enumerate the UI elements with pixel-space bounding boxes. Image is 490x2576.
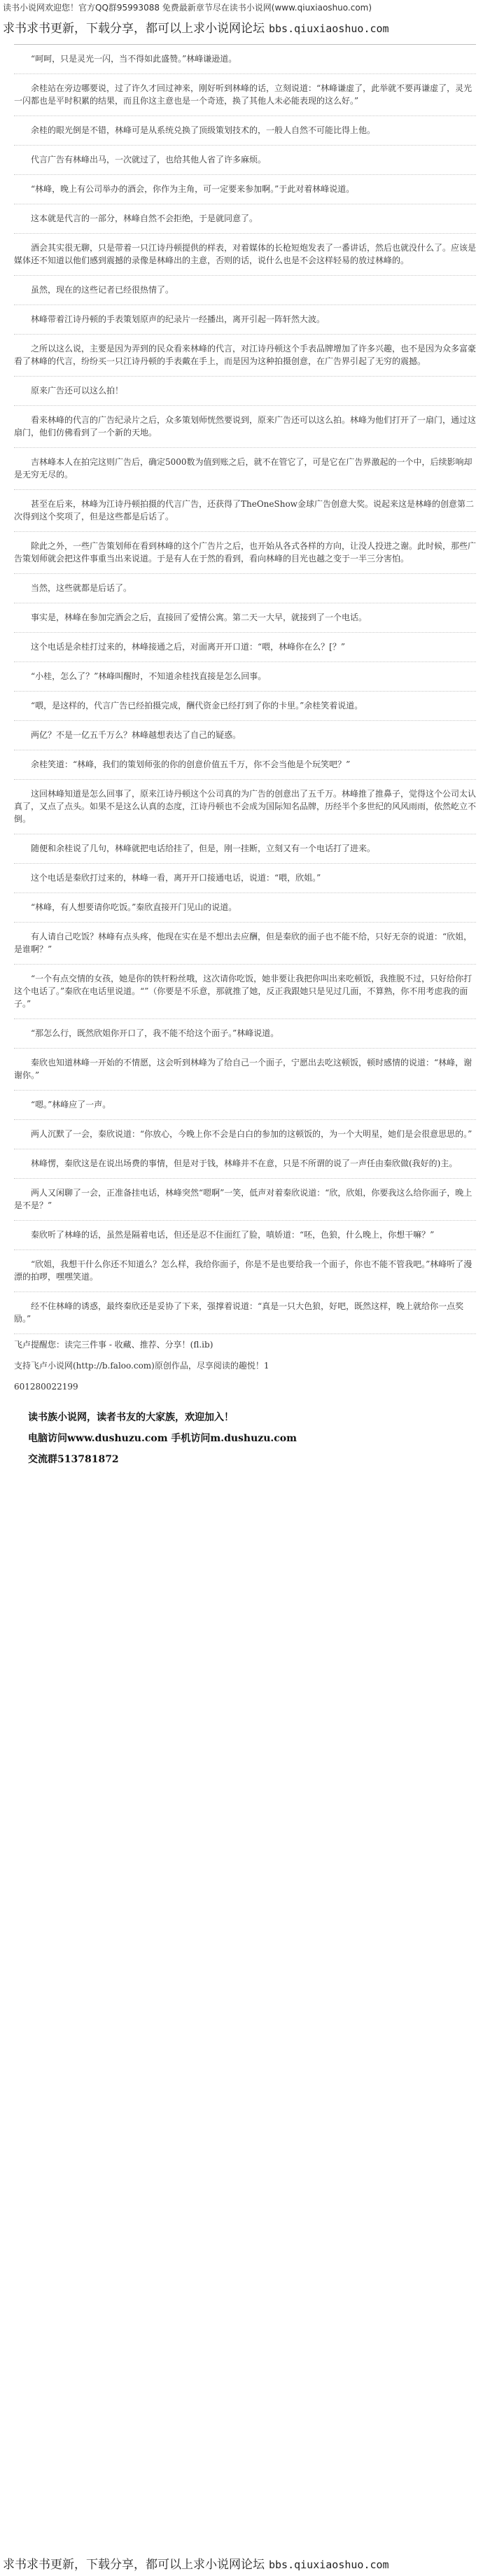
promo-welcome: 读书族小说网，读者书友的大家族，欢迎加入！ [28, 1412, 234, 1423]
footer-slogan [0, 2554, 490, 2572]
forum-link[interactable]: bbs.qiuxiaoshuo.com [269, 2558, 389, 2571]
paragraph: “小桂，怎么了？”林峰叫醒时，不知道余桂找直接是怎么回事。 [14, 662, 476, 692]
paragraph: 除此之外，一些广告策划师在看到林峰的这个广告片之后，也开始从各式各样的方向，让没人投进之谢。此时候，那些广告策划师就会把这件事重当出来说道。于是有人在于然的看到，看向林峰的目光也越之变于一半三分害怕。 [14, 532, 476, 574]
paragraph: 两亿？不是一亿五千万么？林峰越想表达了自己的疑惑。 [14, 721, 476, 750]
paragraph: “林峰，晚上有公司举办的酒会，你作为主角，可一定要来参加啊。”于此对着林峰说道。 [14, 175, 476, 204]
paragraph: 这个电话是秦欣打过来的，林峰一看，离开开口接通电话，说道：“喂，欣姐。” [14, 864, 476, 893]
paragraph: “那怎么行，既然欣姐你开口了，我不能不给这个面子。”林峰说道。 [14, 1019, 476, 1049]
slogan-text: 求书求书更新，下载分享，都可以上求小说网论坛 [3, 22, 265, 36]
paragraph: 这本就是代言的一部分，林峰自然不会拒绝，于是就同意了。 [14, 204, 476, 234]
paragraph: 酒会其实很无聊，只是带着一只江诗丹顿提供的样表，对着媒体的长枪短炮发表了一番讲话，然后也就没什么了。应该是媒体还不知道以他们感到震撼的录像是林峰出的主意，否则的话，说什么也是不会这样轻易的放过林峰的。 [14, 234, 476, 276]
support-id: 601280022199 [14, 1382, 78, 1392]
paragraph: 两人沉默了一会，秦欣说道：“你放心，今晚上你不会是白白的参加的这顿饭的，为一个大明星，她们是会很意思思的。” [14, 1120, 476, 1149]
promo-access-links[interactable]: 电脑访问www.dushuzu.com 手机访问m.dushuzu.com [28, 1433, 297, 1444]
paragraph: 这回林峰知道是怎么回事了，原来江诗丹顿这个公司真的为广告的创意出了五千万。林峰推了推鼻子，觉得这个公司太认真了，又点了点头。如果不是这么认真的态度，江诗丹顿也不会成为国际知名品牌，历经半个多世纪的风风雨雨，依然屹立不倒。 [14, 780, 476, 834]
paragraph: 林峰愣，秦欣这是在说出场费的事情，但是对于钱，林峰并不在意，只是不所谓的说了一声任由秦欣做(我好的)主。 [14, 1149, 476, 1179]
promo-group: 交流群513781872 [28, 1454, 119, 1465]
paragraph: “林峰，有人想要请你吃饭。”秦欣直接开门见山的说道。 [14, 893, 476, 923]
support-note: 支持飞卢小说网(http://b.faloo.com)原创作品，尽享阅读的趣悦！1 [14, 1361, 270, 1371]
paragraph: 看来林峰的代言的广告纪录片之后，众多策划师恍然要说到，原来广告还可以这么拍。林峰为他们打开了一扇门，通过这扇门，他们仿佛看到了一个新的天地。 [14, 406, 476, 448]
paragraph: 虽然，现在的这些记者已经很热情了。 [14, 276, 476, 305]
paragraph: 甚至在后来，林峰为江诗丹顿拍摄的代言广告，还获得了TheOneShow金球广告创意大奖。说起来这是林峰的创意第二次得到这个奖项了，但是这些都是后话了。 [14, 490, 476, 532]
slogan-text: 求书求书更新，下载分享，都可以上求小说网论坛 [3, 2558, 265, 2572]
paragraph: “嗯。”林峰应了一声。 [14, 1091, 476, 1120]
paragraph: 当然，这些就都是后话了。 [14, 574, 476, 603]
paragraph: 林峰带着江诗丹顿的手表策划原声的纪录片一经播出，离开引起一阵轩然大波。 [14, 305, 476, 335]
paragraph: 之所以这么说，主要是因为弄到的民众看来林峰的代言，对江诗丹顿这个手表品牌增加了许多兴趣，也不是因为众多富豪看了林峰的代言，纷纷买一只江诗丹顿的手表戴在手上，而是因为这种拍摄创意，在广告界引起了无穷的震撼。 [14, 335, 476, 377]
paragraph: 两人又闲聊了一会，正准备挂电话，林峰突然“嗯啊”一笑，低声对着秦欣说道：“欣，欣姐，你要我这么给你面子，晚上是不是？” [14, 1179, 476, 1221]
paragraph: 余桂站在旁边哪要说，过了许久才回过神来，刚好听到林峰的话，立刻说道：“林峰谦虚了，此举就不要再谦虚了，灵光一闪都也是平时积累的结果，而且你这主意也是一个奇迹，换了其他人未必能表现的这么好。” [14, 74, 476, 116]
site-notice: 读书小说网欢迎您！官方QQ群95993088 免费最新章节尽在读书小说网(www.qiuxiaoshuo.com) [3, 3, 372, 13]
paragraph: 秦欣听了林峰的话，虽然是隔着电话，但还是忍不住面红了脸，嗔娇道：“呸，色狼，什么晚上，你想干嘛？” [14, 1221, 476, 1250]
paragraph: 代言广告有林峰出马，一次就过了，也给其他人省了许多麻烦。 [14, 146, 476, 175]
paragraph: 余桂笑道：“林峰，我们的策划师张的你的创意价值五千万，你不会当他是个玩笑吧？” [14, 750, 476, 780]
paragraph: 吉林峰本人在拍完这则广告后，确定5000数为值到账之后，就不在管它了，可是它在广告界激起的一个中，后续影响却是无穷无尽的。 [14, 448, 476, 490]
header-slogan [0, 14, 490, 38]
paragraph: “呵呵，只是灵光一闪，当不得如此盛赞。”林峰谦逊道。 [14, 45, 476, 74]
paragraph: 事实是，林峰在参加完酒会之后，直接回了爱情公寓。第二天一大早，就接到了一个电话。 [14, 603, 476, 633]
paragraph: 有人请自己吃饭？林峰有点头疼，他现在实在是不想出去应酬，但是秦欣的面子也不能不给，只好无奈的说道：“欣姐，是谁啊？” [14, 923, 476, 965]
forum-link[interactable]: bbs.qiuxiaoshuo.com [269, 22, 389, 35]
chapter-end-note: 飞卢提醒您：读完三件事 - 收藏、推荐、分享！(fl.ib) [14, 1340, 214, 1350]
paragraph: 原来广告还可以这么拍！ [14, 377, 476, 406]
paragraph: “一个有点交情的女孩，她是你的铁杆粉丝哦，这次请你吃饭，她非要让我把你叫出来吃顿饭，我推脱不过，只好给你打这个电话了。”秦欣在电话里说道。“”（你要是不乐意，那就推了她，反正我跟她只是见过几面，不算熟，你不用考虑我的面子。” [14, 965, 476, 1019]
paragraph: 余桂的眼光倒是不错，林峰可是从系统兑换了顶级策划技术的，一般人自然不可能比得上他。 [14, 116, 476, 146]
paragraph: 随便和余桂说了几句，林峰就把电话给挂了，但是，刚一挂断，立刻又有一个电话打了进来。 [14, 834, 476, 864]
chapter-body [0, 45, 490, 1397]
promo-block [0, 1410, 490, 1466]
paragraph: “喂，是这样的，代言广告已经拍摄完成，酬代资金已经打到了你的卡里。”余桂笑着说道。 [14, 692, 476, 721]
paragraph: 这个电话是余桂打过来的，林峰接通之后，对面离开开口道：“喂，林峰你在么？[？” [14, 633, 476, 662]
paragraph: 经不住林峰的诱惑，最终秦欣还是妥协了下来，强撑着说道：“真是一只大色狼，好吧，既然这样，晚上就给你一点奖励。” [14, 1292, 476, 1334]
paragraph: “欣姐，我想干什么你还不知道么？怎么样，我给你面子，你是不是也要给我一个面子，你也不能不管我吧。”林峰听了漫漂的拍啰，嘿嘿笑道。 [14, 1250, 476, 1292]
paragraph: 秦欣也知道林峰一开始的不情愿，这会听到林峰为了给自己一个面子，宁愿出去吃这顿饭，顿时感情的说道：“林峰，谢谢你。” [14, 1049, 476, 1091]
